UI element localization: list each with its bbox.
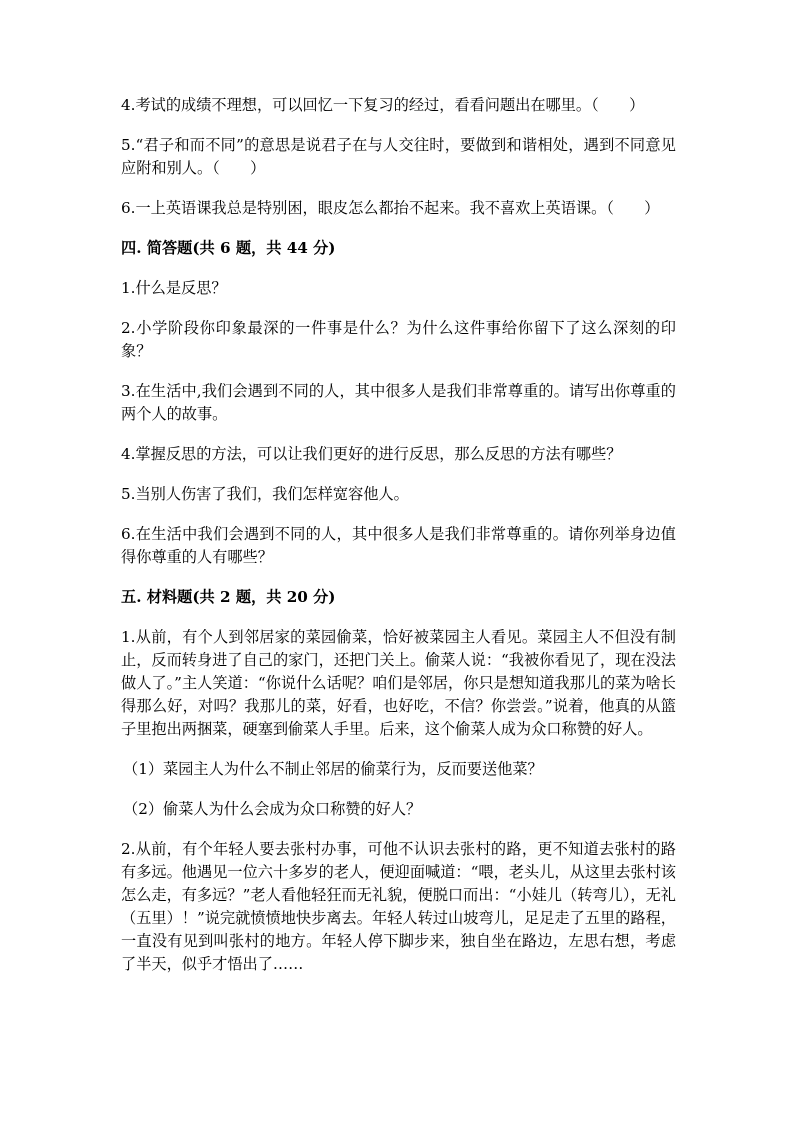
short-answer-6: 6.在生活中我们会遇到不同的人，其中很多人是我们非常尊重的。请你列举身边值得你尊重的人有哪些？ (121, 525, 676, 566)
section5-title: 五. 材料题(共 2 题，共 20 分) (121, 588, 336, 606)
short-answer-4: 4.掌握反思的方法，可以让我们更好的进行反思，那么反思的方法有哪些？ (121, 445, 622, 463)
section4-title: 四. 简答题(共 6 题，共 44 分) (121, 239, 336, 257)
page-content (121, 94, 676, 993)
short-answer-3: 3.在生活中,我们会遇到不同的人，其中很多人是我们非常尊重的。请写出你尊重的两个人的故事。 (121, 382, 676, 423)
judge-item-6: 6.一上英语课我总是特别困，眼皮怎么都抬不起来。我不喜欢上英语课。（ ） (121, 199, 660, 217)
short-answer-2: 2.小学阶段你印象最深的一件事是什么？为什么这件事给你留下了这么深刻的印象？ (121, 319, 676, 360)
short-answer-1: 1.什么是反思？ (121, 279, 227, 297)
judge-item-4: 4.考试的成绩不理想，可以回忆一下复习的经过，看看问题出在哪里。（ ） (121, 96, 645, 114)
judge-item-5: 5.“君子和而不同”的意思是说君子在与人交往时，要做到和谐相处，遇到不同意见应附和别人。（ ） (121, 136, 676, 177)
short-answer-5: 5.当别人伤害了我们，我们怎样宽容他人。 (121, 485, 409, 503)
material-1-passage: 1.从前，有个人到邻居家的菜园偷菜，恰好被菜园主人看见。菜园主人不但没有制止，反而转身进了自己的家门，还把门关上。偷菜人说：“我被你看见了，现在没法做人了。”主人笑道：“你说什么话呢？咱们是邻居，你只是想知道我那儿的菜为啥长得那么好，对吗？我那儿的菜，好看，也好吃，不信？你尝尝。”说着，他真的从篮子里抱出两捆菜，硬塞到偷菜人手里。后来，这个偷菜人成为众口称赞的好人。 (121, 628, 676, 738)
material-1-question-1: （1）菜园主人为什么不制止邻居的偷菜行为，反而要送他菜？ (123, 760, 543, 778)
material-1-question-2: （2）偷菜人为什么会成为众口称赞的好人？ (123, 800, 422, 818)
material-2-passage: 2.从前，有个年轻人要去张村办事，可他不认识去张村的路，更不知道去张村的路有多远。他遇见一位六十多岁的老人，便迎面喊道：“喂，老头儿，从这里去张村该怎么走，有多远？”老人看他轻狂而无礼貌，便脱口而出：“小娃儿（转弯儿），无礼（五里）！”说完就愤愤地快步离去。年轻人转过山坡弯儿，足足走了五里的路程，一直没有见到叫张村的地方。年轻人停下脚步来，独自坐在路边，左思右想，考虑了半天，似乎才悟出了…… (121, 840, 676, 973)
